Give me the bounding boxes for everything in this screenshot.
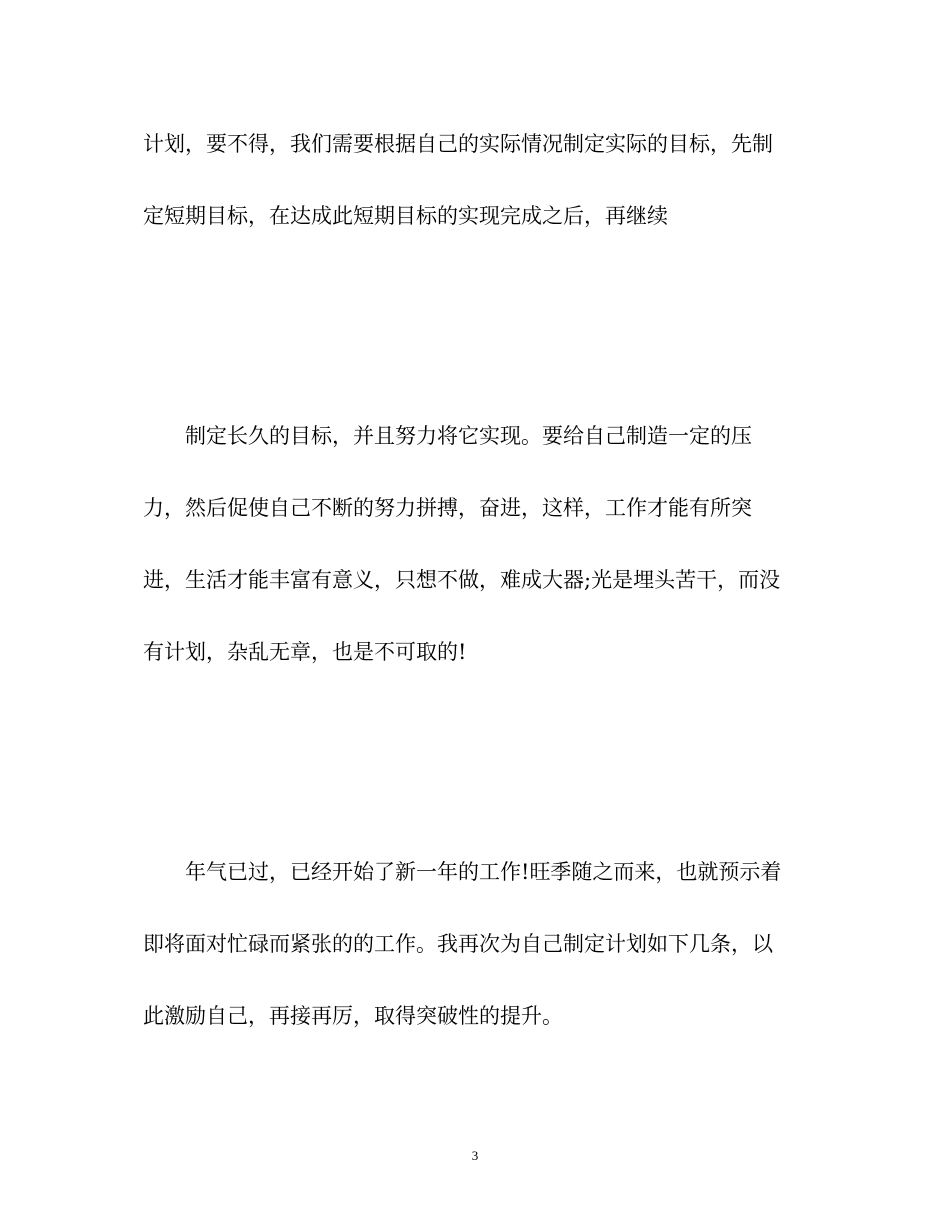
paragraph-1-line-1: 计划，要不得，我们需要根据自己的实际情况制定实际的目标，先制: [143, 132, 773, 156]
paragraph-2-line-3: 进，生活才能丰富有意义，只想不做，难成大器;光是埋头苦干，而没: [143, 568, 781, 592]
page-number: 3: [471, 1148, 479, 1163]
paragraph-3-line-1: 年气已过，已经开始了新一年的工作!旺季随之而来，也就预示着: [185, 860, 782, 884]
paragraph-2-line-2: 力，然后促使自己不断的努力拼搏，奋进，这样，工作才能有所突: [143, 496, 752, 520]
paragraph-2-line-4: 有计划，杂乱无章，也是不可取的!: [143, 640, 467, 664]
paragraph-2-line-1: 制定长久的目标，并且努力将它实现。要给自己制造一定的压: [185, 424, 752, 448]
paragraph-3-line-2: 即将面对忙碌而紧张的的工作。我再次为自己制定计划如下几条，以: [143, 932, 773, 956]
paragraph-1-line-2: 定短期目标，在达成此短期目标的实现完成之后，再继续: [143, 204, 668, 228]
paragraph-3-line-3: 此激励自己，再接再厉，取得突破性的提升。: [143, 1004, 563, 1028]
